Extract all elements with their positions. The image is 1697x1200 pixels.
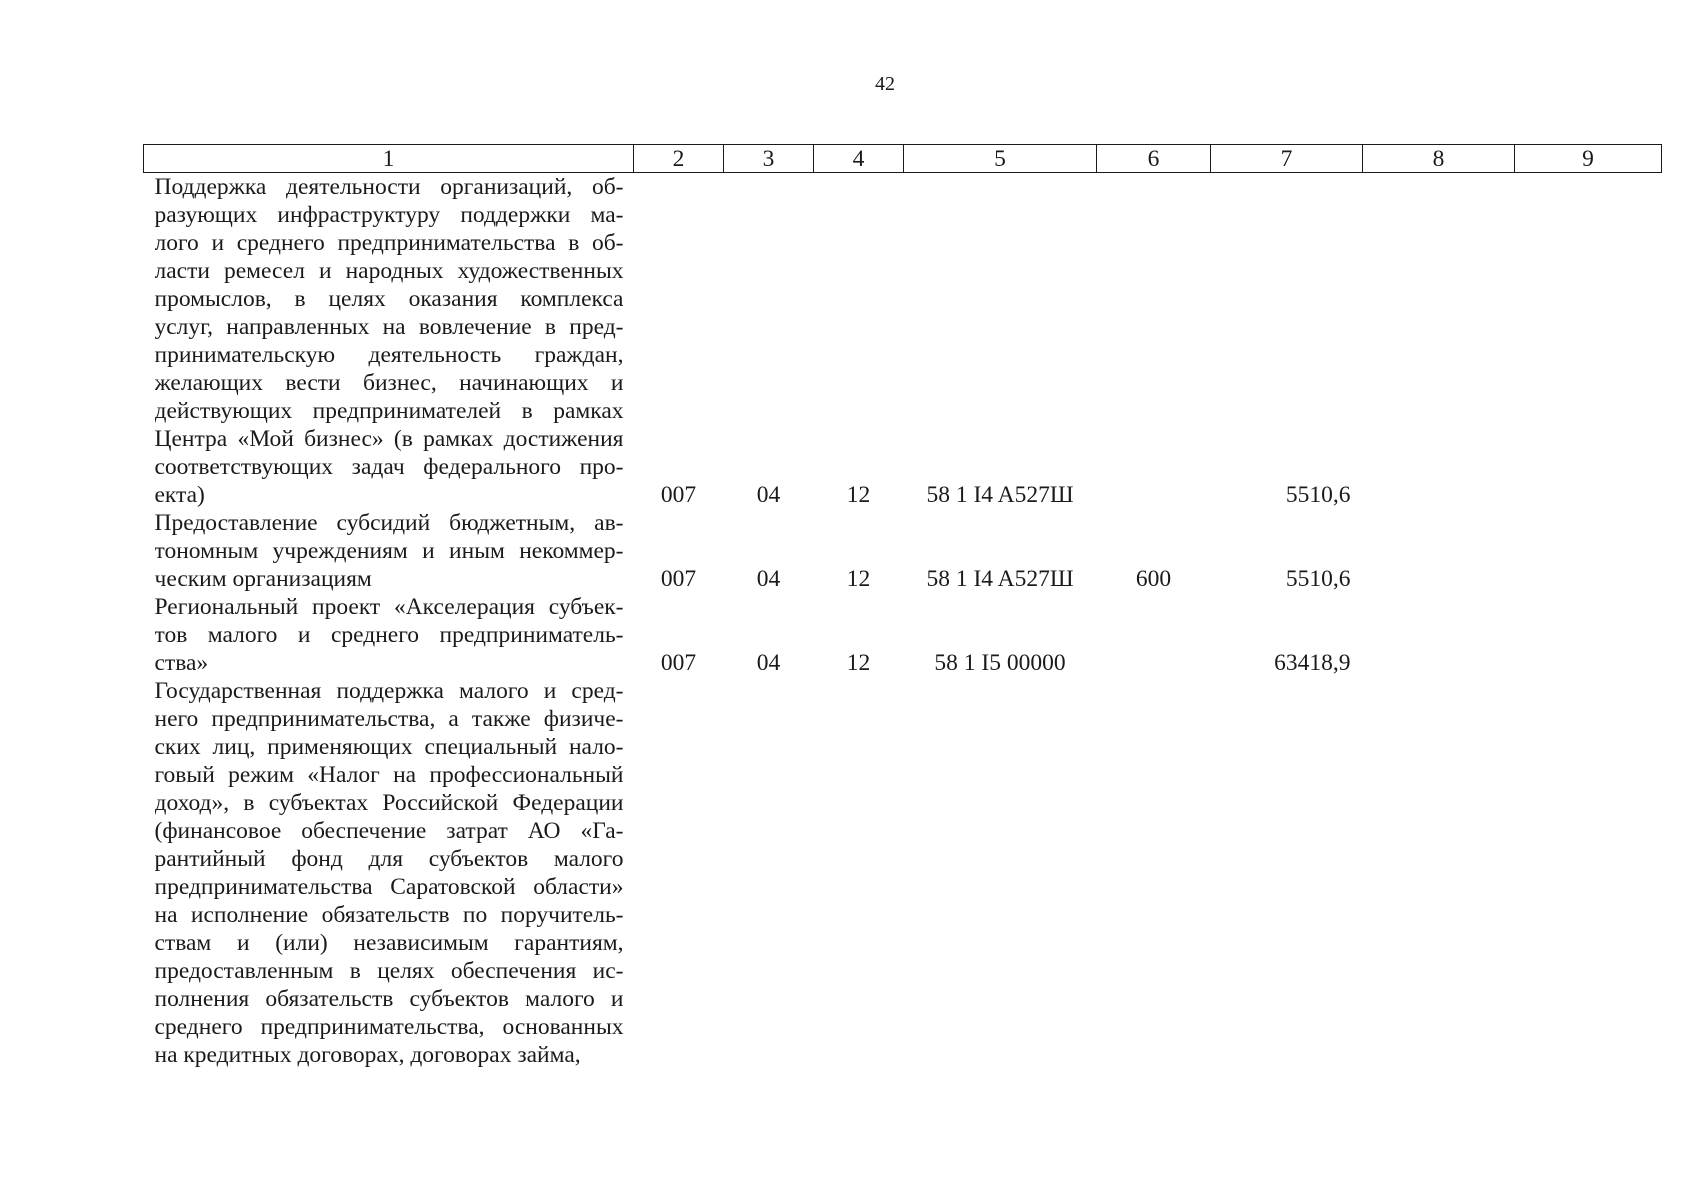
description-line: желающих вести бизнес, начинающих и bbox=[154, 370, 624, 396]
cell-col-5 bbox=[904, 677, 1097, 1069]
table-body bbox=[144, 173, 1662, 1070]
header-col-7: 7 bbox=[1211, 145, 1363, 173]
page-number: 42 bbox=[875, 73, 895, 95]
row-description bbox=[144, 509, 634, 593]
header-col-9: 9 bbox=[1515, 145, 1662, 173]
cell-col-3: 04 bbox=[756, 482, 781, 508]
description-line: разующих инфраструктуру поддержки ма- bbox=[154, 202, 624, 228]
cell-col-8 bbox=[1363, 173, 1515, 510]
cell-col-8 bbox=[1363, 677, 1515, 1069]
description-line: екта) bbox=[154, 482, 205, 508]
cell-col-3 bbox=[724, 677, 814, 1069]
description-line: Центра «Мой бизнес» (в рамках достижения bbox=[154, 426, 624, 452]
description-line: на кредитных договорах, договорах займа, bbox=[154, 1042, 581, 1068]
cell-col-3: 04 bbox=[756, 566, 781, 592]
header-col-5: 5 bbox=[904, 145, 1097, 173]
description-line: тов малого и среднего предприниматель- bbox=[154, 622, 624, 648]
row-description bbox=[144, 593, 634, 677]
description-line: полнения обязательств субъектов малого и bbox=[154, 986, 624, 1012]
header-col-8: 8 bbox=[1363, 145, 1515, 173]
table-row bbox=[144, 509, 1662, 593]
header-col-6: 6 bbox=[1097, 145, 1211, 173]
description-line: лого и среднего предпринимательства в об- bbox=[154, 230, 624, 256]
cell-col-3: 04 bbox=[756, 650, 781, 676]
cell-col-5: 58 1 I4 A527Ш bbox=[926, 482, 1074, 508]
description-line: ства» bbox=[154, 650, 209, 676]
description-line: Предоставление субсидий бюджетным, ав- bbox=[154, 510, 624, 536]
description-line: тономным учреждениям и иным некоммер- bbox=[154, 538, 624, 564]
table-row bbox=[144, 593, 1662, 677]
cell-col-2 bbox=[634, 677, 724, 1069]
cell-col-4 bbox=[814, 677, 904, 1069]
budget-table bbox=[143, 144, 1662, 1069]
cell-col-4: 12 bbox=[846, 650, 871, 676]
description-line: Региональный проект «Акселерация субъек- bbox=[154, 594, 624, 620]
description-line: предоставленным в целях обеспечения ис- bbox=[154, 958, 624, 984]
header-row bbox=[144, 145, 1662, 173]
description-line: Государственная поддержка малого и сред- bbox=[154, 678, 624, 704]
cell-col-4: 12 bbox=[846, 566, 871, 592]
cell-col-6: 600 bbox=[1135, 566, 1172, 592]
cell-col-6 bbox=[1097, 677, 1211, 1069]
description-line: ласти ремесел и народных художественных bbox=[154, 258, 624, 284]
description-line: среднего предпринимательства, основанных bbox=[154, 1014, 624, 1040]
description-line: предпринимательства Саратовской области» bbox=[154, 874, 624, 900]
cell-col-4: 12 bbox=[846, 482, 871, 508]
description-line: ствам и (или) независимым гарантиям, bbox=[154, 930, 624, 956]
description-line: Поддержка деятельности организаций, об- bbox=[154, 174, 624, 200]
header-col-2: 2 bbox=[634, 145, 724, 173]
cell-col-9 bbox=[1515, 593, 1662, 677]
description-line: (финансовое обеспечение затрат АО «Га- bbox=[154, 818, 624, 844]
cell-col-6 bbox=[1097, 173, 1211, 510]
description-line: принимательскую деятельность граждан, bbox=[154, 342, 624, 368]
description-line: ских лиц, применяющих специальный нало- bbox=[154, 734, 624, 760]
cell-col-6 bbox=[1097, 593, 1211, 677]
description-line: промыслов, в целях оказания комплекса bbox=[154, 286, 624, 312]
description-line: говый режим «Налог на профессиональный bbox=[154, 762, 624, 788]
cell-col-2: 007 bbox=[660, 482, 697, 508]
row-description bbox=[144, 173, 634, 510]
description-line: ческим организациям bbox=[154, 566, 372, 592]
header-col-1: 1 bbox=[144, 145, 634, 173]
cell-col-9 bbox=[1515, 677, 1662, 1069]
description-line: действующих предпринимателей в рамках bbox=[154, 398, 624, 424]
table-row bbox=[144, 677, 1662, 1069]
cell-col-7: 63418,9 bbox=[1274, 650, 1351, 676]
header-col-4: 4 bbox=[814, 145, 904, 173]
table-header bbox=[144, 145, 1662, 173]
cell-col-9 bbox=[1515, 509, 1662, 593]
description-line: него предпринимательства, а также физиче- bbox=[154, 706, 624, 732]
description-line: на исполнение обязательств по поручитель- bbox=[154, 902, 624, 928]
cell-col-8 bbox=[1363, 509, 1515, 593]
description-line: соответствующих задач федерального про- bbox=[154, 454, 624, 480]
cell-col-5: 58 1 I5 00000 bbox=[934, 650, 1066, 676]
table-row bbox=[144, 173, 1662, 510]
description-line: услуг, направленных на вовлечение в пред- bbox=[154, 314, 624, 340]
cell-col-7: 5510,6 bbox=[1285, 482, 1351, 508]
cell-col-2: 007 bbox=[660, 650, 697, 676]
cell-col-9 bbox=[1515, 173, 1662, 510]
cell-col-2: 007 bbox=[660, 566, 697, 592]
header-col-3: 3 bbox=[724, 145, 814, 173]
cell-col-5: 58 1 I4 A527Ш bbox=[926, 566, 1074, 592]
cell-col-7: 5510,6 bbox=[1285, 566, 1351, 592]
row-description bbox=[144, 677, 634, 1069]
description-line: рантийный фонд для субъектов малого bbox=[154, 846, 624, 872]
cell-col-8 bbox=[1363, 593, 1515, 677]
description-line: доход», в субъектах Российской Федерации bbox=[154, 790, 624, 816]
cell-col-7 bbox=[1211, 677, 1363, 1069]
